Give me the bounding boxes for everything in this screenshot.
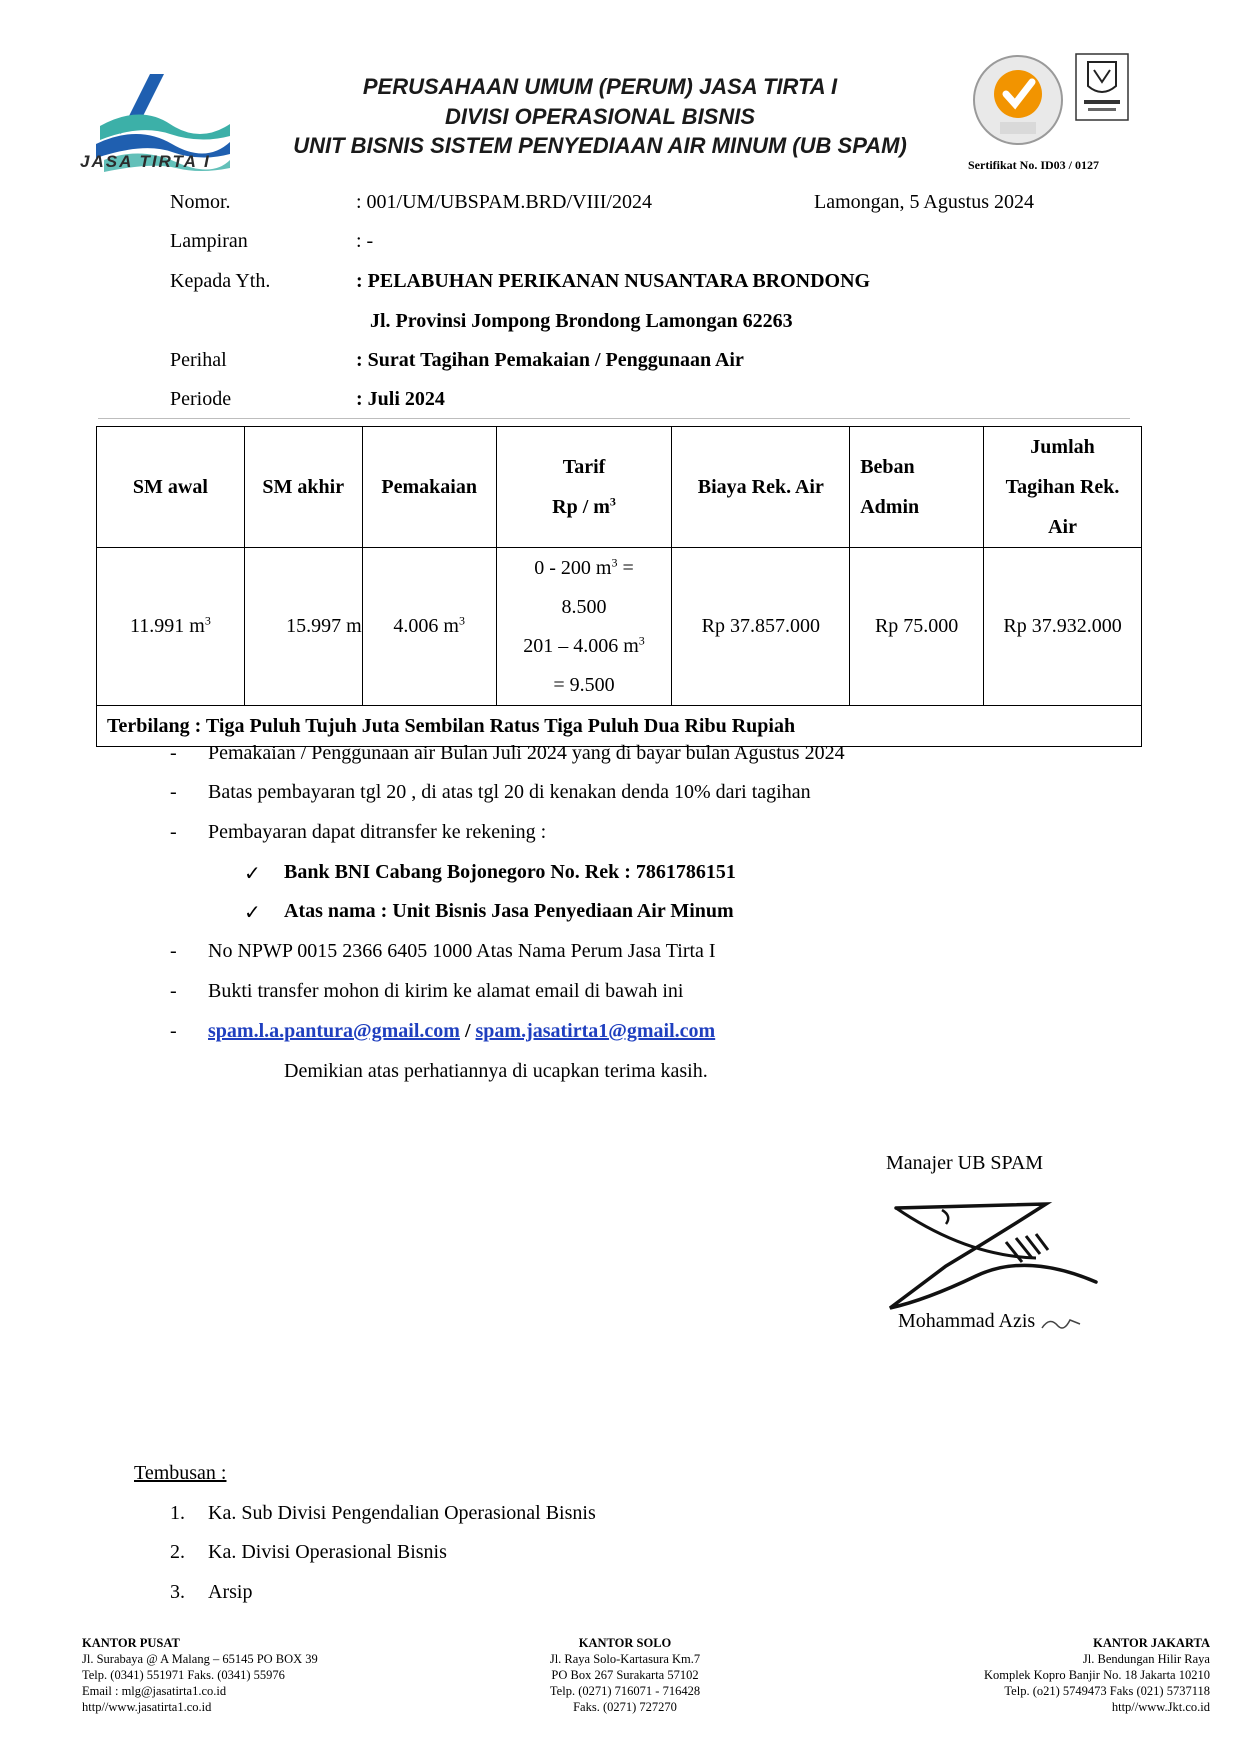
note-dash: - bbox=[170, 980, 177, 1002]
nomor-value: : 001/UM/UBSPAM.BRD/VIII/2024 bbox=[356, 191, 652, 213]
footer-kantor-jakarta: KANTOR JAKARTA Jl. Bendungan Hilir Raya Komplek Kopro Banjir No. 18 Jakarta 10210 Telp. (o21) 5749473 Faks (021) 5737118 http//www.Jkt.co.id bbox=[983, 1636, 1210, 1714]
check-icon: ✓ bbox=[244, 902, 261, 924]
kepada-address: Jl. Provinsi Jompong Brondong Lamongan 62263 bbox=[370, 310, 793, 332]
note-npwp: No NPWP 0015 2366 6405 1000 Atas Nama Perum Jasa Tirta I bbox=[208, 940, 716, 962]
billing-table bbox=[96, 426, 1142, 747]
letter-date: Lamongan, 5 Agustus 2024 bbox=[814, 191, 1034, 213]
note-3: Pembayaran dapat ditransfer ke rekening : bbox=[208, 821, 547, 843]
logo-text: JASA TIRTA I bbox=[80, 152, 211, 171]
nomor-label: Nomor. bbox=[170, 191, 231, 213]
header-jumlah: Jumlah Tagihan Rek. Air bbox=[984, 427, 1142, 548]
header-tarif bbox=[496, 427, 672, 548]
perihal-value: : Surat Tagihan Pemakaian / Penggunaan Air bbox=[356, 349, 744, 371]
periode-value: : Juli 2024 bbox=[356, 388, 445, 410]
note-dash: - bbox=[170, 940, 177, 962]
note-1: Pemakaian / Penggunaan air Bulan Juli 2024 yang di bayar bulan Agustus 2024 bbox=[208, 742, 845, 764]
closing-text: Demikian atas perhatiannya di ucapkan terima kasih. bbox=[284, 1060, 708, 1082]
tembusan-item-number: 3. bbox=[170, 1581, 185, 1603]
account-name: Atas nama : Unit Bisnis Jasa Penyediaan Air Minum bbox=[284, 900, 734, 922]
tembusan-item-number: 2. bbox=[170, 1541, 185, 1563]
company-name: PERUSAHAAN UMUM (PERUM) JASA TIRTA I bbox=[362, 74, 838, 99]
header-biaya: Biaya Rek. Air bbox=[672, 427, 850, 548]
ukas-certification-mark bbox=[1074, 52, 1130, 122]
footer-kantor-solo: KANTOR SOLO Jl. Raya Solo-Kartasura Km.7 PO Box 267 Surakarta 57102 Telp. (0271) 716071 - 716428 Faks. (0271) 727270 bbox=[549, 1636, 701, 1714]
cell-beban: Rp 75.000 bbox=[850, 548, 984, 706]
header-beban: Beban Admin bbox=[850, 427, 984, 548]
tembusan-item: Ka. Sub Divisi Pengendalian Operasional Bisnis bbox=[208, 1502, 596, 1524]
unit-name: UNIT BISNIS SISTEM PENYEDIAAN AIR MINUM (UB SPAM) bbox=[293, 133, 907, 158]
footer-kantor-pusat: KANTOR PUSAT Jl. Surabaya @ A Malang – 65145 PO BOX 39 Telp. (0341) 551971 Faks. (0341) 55976 Email : mlg@jasatirta1.co.id http//www.jasatirta1.co.id bbox=[82, 1636, 318, 1714]
periode-label: Periode bbox=[170, 388, 232, 410]
perihal-label: Perihal bbox=[170, 349, 227, 371]
cell-tarif: 0 - 200 $m^3$ = 8.500 201 – 4.006 $m^3$ = 9.500 bbox=[496, 548, 672, 706]
note-bukti: Bukti transfer mohon di kirim ke alamat email di bawah ini bbox=[208, 980, 684, 1002]
email-line bbox=[208, 1020, 715, 1043]
iso-certification-badge bbox=[970, 52, 1066, 148]
cell-sm-akhir: 15.997 m bbox=[244, 548, 362, 706]
note-dash: - bbox=[170, 1020, 177, 1042]
signature-title: Manajer UB SPAM bbox=[886, 1152, 1044, 1174]
email-separator: / bbox=[459, 1020, 476, 1042]
email-link-1[interactable]: spam.l.a.pantura@gmail.com bbox=[208, 1020, 460, 1042]
note-2: Batas pembayaran tgl 20 , di atas tgl 20 di kenakan denda 10% dari tagihan bbox=[208, 781, 811, 803]
paraf-initial bbox=[1040, 1310, 1084, 1334]
header-pemakaian: Pemakaian bbox=[362, 427, 496, 548]
tembusan-title: Tembusan : bbox=[134, 1462, 227, 1484]
lampiran-value: : - bbox=[356, 230, 374, 252]
tembusan-item: Ka. Divisi Operasional Bisnis bbox=[208, 1541, 447, 1563]
kepada-label: Kepada Yth. bbox=[170, 270, 271, 292]
tembusan-item-number: 1. bbox=[170, 1502, 185, 1524]
header-sm-awal: SM awal bbox=[97, 427, 245, 548]
division-name: DIVISI OPERASIONAL BISNIS bbox=[444, 104, 756, 129]
handwritten-signature bbox=[886, 1196, 1116, 1316]
cell-sm-awal: 11.991 $m^3$ bbox=[97, 548, 245, 706]
cell-biaya: Rp 37.857.000 bbox=[672, 548, 850, 706]
note-dash: - bbox=[170, 821, 177, 843]
tembusan-item: Arsip bbox=[208, 1581, 253, 1603]
header-tarif-line1: Tarif bbox=[562, 456, 606, 478]
cell-pemakaian: 4.006 $m^3$ bbox=[362, 548, 496, 706]
note-dash: - bbox=[170, 742, 177, 764]
kepada-value: : PELABUHAN PERIKANAN NUSANTARA BRONDONG bbox=[356, 270, 871, 292]
certificate-number: Sertifikat No. ID03 / 0127 bbox=[968, 158, 1099, 172]
cell-jumlah: Rp 37.932.000 bbox=[984, 548, 1142, 706]
header-tarif-line2: Rp / $m^3$ bbox=[552, 494, 616, 518]
note-dash: - bbox=[170, 781, 177, 803]
check-icon: ✓ bbox=[244, 863, 261, 885]
lampiran-label: Lampiran bbox=[170, 230, 248, 252]
terbilang-row bbox=[97, 706, 1142, 747]
header-sm-akhir: SM akhir bbox=[244, 427, 362, 548]
terbilang-text: Terbilang : Tiga Puluh Tujuh Juta Sembilan Ratus Tiga Puluh Dua Ribu Rupiah bbox=[97, 706, 1142, 747]
table-header-row bbox=[97, 427, 1142, 548]
divider-line bbox=[98, 418, 1130, 419]
bank-account: Bank BNI Cabang Bojonegoro No. Rek : 7861786151 bbox=[284, 861, 736, 883]
table-row bbox=[97, 548, 1142, 706]
email-link-2[interactable]: spam.jasatirta1@gmail.com bbox=[475, 1020, 716, 1042]
signatory-name: Mohammad Azis bbox=[898, 1310, 1036, 1332]
